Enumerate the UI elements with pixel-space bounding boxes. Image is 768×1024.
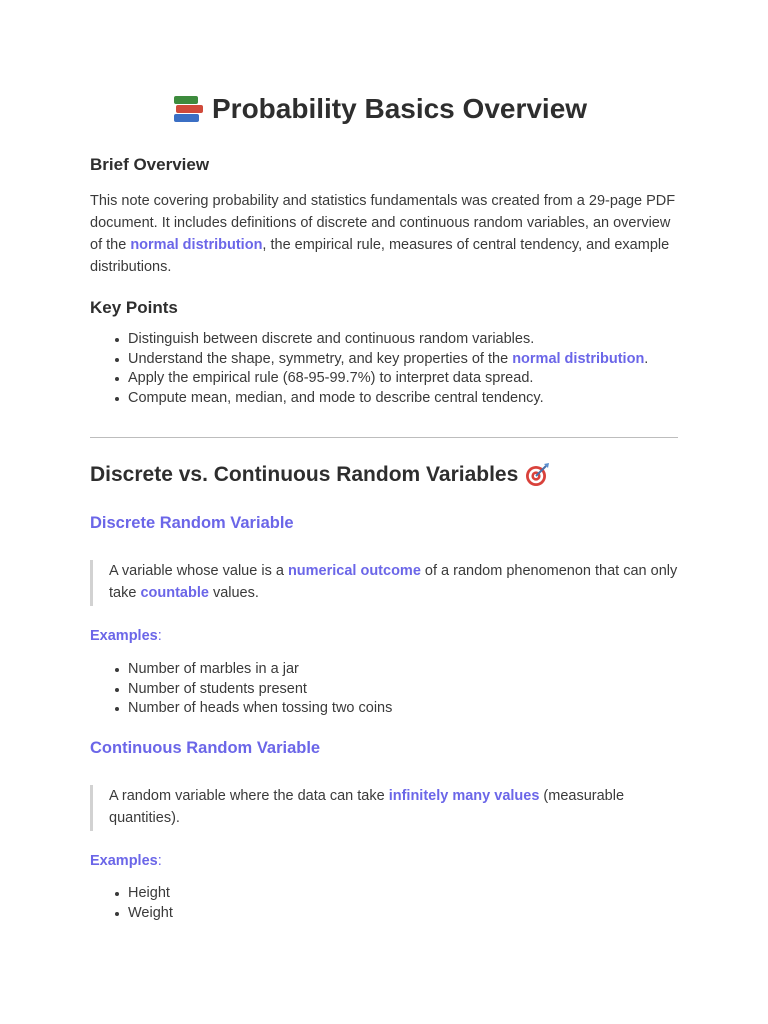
discrete-heading: Discrete Random Variable <box>90 514 294 532</box>
section-divider <box>90 437 678 438</box>
list-item: Distinguish between discrete and continuous random variables. <box>90 330 680 350</box>
discrete-definition-text: A variable whose value is a numerical outcome of a random phenomenon that can only take countable values. <box>109 563 678 601</box>
discrete-examples-list <box>90 660 680 719</box>
list-item: Understand the shape, symmetry, and key properties of the normal distribution. <box>90 350 680 370</box>
discrete-definition-quote <box>90 560 678 606</box>
continuous-heading: Continuous Random Variable <box>90 739 321 757</box>
countable-link[interactable]: countable <box>140 585 209 601</box>
infinitely-many-values-link[interactable]: infinitely many values <box>388 788 540 804</box>
books-icon <box>172 92 204 126</box>
list-item: Number of marbles in a jar <box>90 660 680 680</box>
brief-overview-paragraph: This note covering probability and statistics fundamentals was created from a 29-page PDF document. It includes definitions of discrete and continuous random variables, an overview of the normal distribution, the empirical rule, measures of central tendency, and example distributions. <box>90 193 676 275</box>
page-title-text: Probability Basics Overview <box>212 93 588 124</box>
continuous-definition-text: A random variable where the data can take infinitely many values (measurable quantities). <box>109 788 625 826</box>
key-points-list <box>90 330 680 408</box>
list-item: Compute mean, median, and mode to describe central tendency. <box>90 389 680 409</box>
continuous-definition-quote <box>90 785 678 831</box>
target-icon <box>524 462 550 488</box>
continuous-examples-list <box>90 884 680 923</box>
list-item: Number of students present <box>90 680 680 700</box>
continuous-examples-label: Examples: <box>90 853 162 869</box>
brief-overview-heading: Brief Overview <box>90 155 210 174</box>
page-title <box>172 92 587 126</box>
normal-distribution-link[interactable]: normal distribution <box>130 237 263 253</box>
numerical-outcome-link[interactable]: numerical outcome <box>287 563 421 579</box>
list-item: Apply the empirical rule (68-95-99.7%) to interpret data spread. <box>90 369 680 389</box>
list-item: Number of heads when tossing two coins <box>90 699 680 719</box>
key-points-heading: Key Points <box>90 298 178 317</box>
list-item: Weight <box>90 904 680 924</box>
section-title: Discrete vs. Continuous Random Variables <box>90 462 550 488</box>
list-item: Height <box>90 884 680 904</box>
discrete-examples-label: Examples: <box>90 628 162 644</box>
normal-distribution-link[interactable]: normal distribution <box>512 350 645 367</box>
